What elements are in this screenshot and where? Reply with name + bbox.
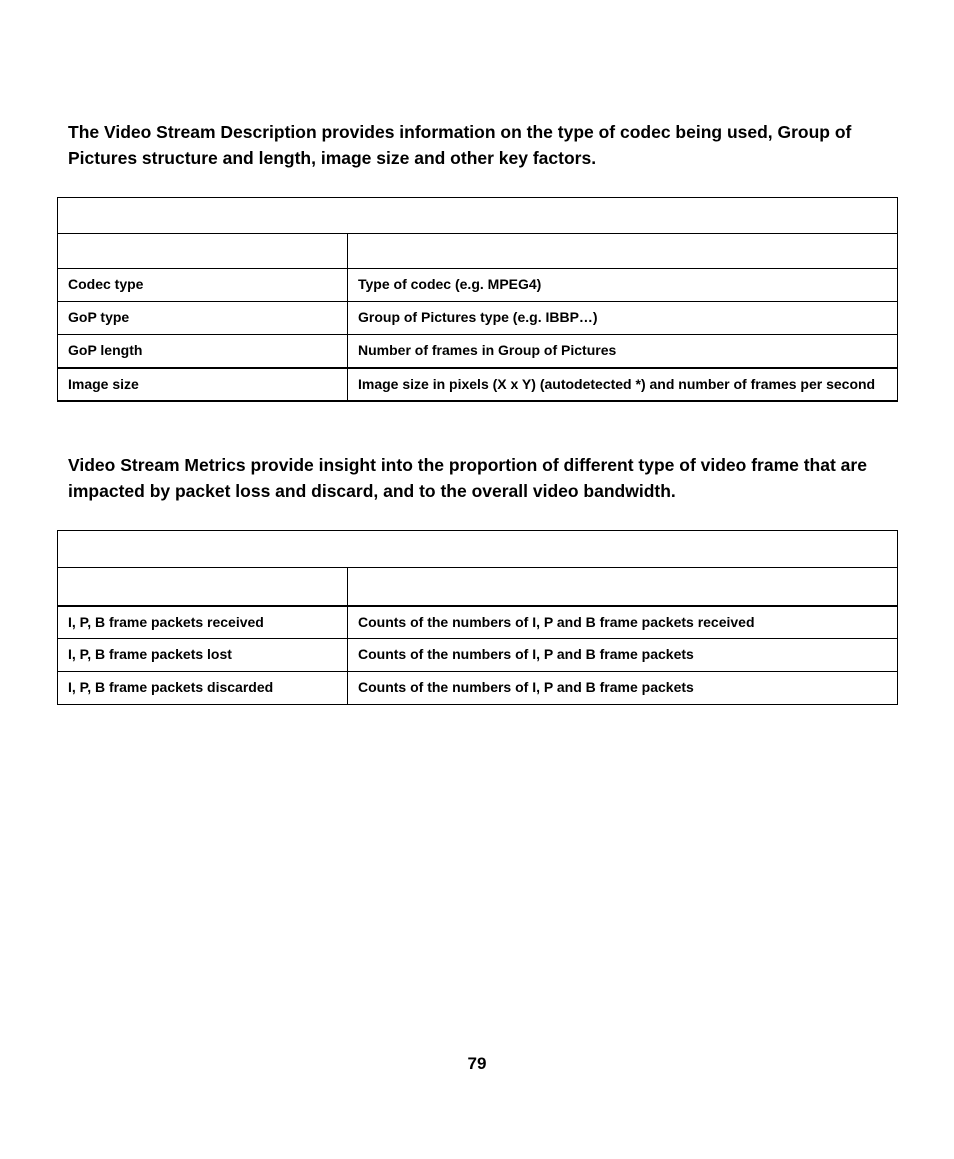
row-key: I, P, B frame packets received	[58, 606, 348, 639]
table-title-row	[58, 198, 898, 234]
table-row	[58, 606, 898, 639]
row-key: Image size	[58, 368, 348, 401]
row-value: Group of Pictures type (e.g. IBBP…)	[348, 302, 898, 335]
header-cell-key	[58, 234, 348, 269]
page-number: 79	[467, 1054, 487, 1073]
header-cell-value	[348, 234, 898, 269]
row-value: Image size in pixels (X x Y) (autodetected *) and number of frames per second	[348, 368, 898, 401]
row-key: GoP type	[58, 302, 348, 335]
row-value: Counts of the numbers of I, P and B frame packets	[348, 639, 898, 672]
table-row	[58, 269, 898, 302]
row-value: Type of codec (e.g. MPEG4)	[348, 269, 898, 302]
table-title-cell	[58, 531, 898, 568]
table-header-row	[58, 568, 898, 606]
table-row	[58, 302, 898, 335]
header-cell-value	[348, 568, 898, 606]
table-row	[58, 335, 898, 368]
video-stream-description-intro: The Video Stream Description provides information on the type of codec being used, Group of Pictures structure and length, image size and other key factors.	[68, 122, 852, 168]
row-key: I, P, B frame packets discarded	[58, 672, 348, 705]
row-value: Counts of the numbers of I, P and B frame packets	[348, 672, 898, 705]
table-row	[58, 639, 898, 672]
row-key: GoP length	[58, 335, 348, 368]
table-title-cell	[58, 198, 898, 234]
table-title-row	[58, 531, 898, 568]
row-key: Codec type	[58, 269, 348, 302]
table-row	[58, 368, 898, 401]
table-row	[58, 672, 898, 705]
row-value: Number of frames in Group of Pictures	[348, 335, 898, 368]
header-cell-key	[58, 568, 348, 606]
video-stream-metrics-intro: Video Stream Metrics provide insight into the proportion of different type of video frame that are impacted by packet loss and discard, and to the overall video bandwidth.	[68, 455, 867, 501]
table-header-row	[58, 234, 898, 269]
row-value: Counts of the numbers of I, P and B frame packets received	[348, 606, 898, 639]
video-stream-description-table	[57, 197, 898, 402]
row-key: I, P, B frame packets lost	[58, 639, 348, 672]
video-stream-metrics-table	[57, 530, 898, 705]
